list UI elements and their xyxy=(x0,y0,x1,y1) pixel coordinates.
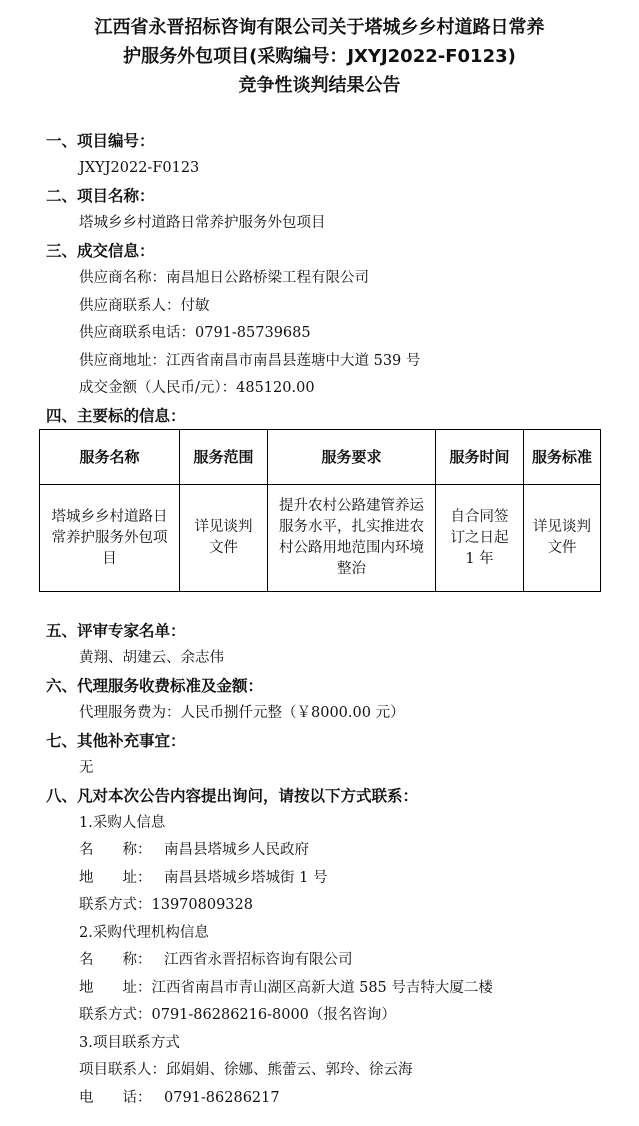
project-phone: 0791-86286217 xyxy=(164,1090,280,1106)
agency-name-row xyxy=(79,951,353,969)
buyer-address: 南昌县塔城乡塔城街 1 号 xyxy=(164,870,328,886)
table-header-cell: 服务要求 xyxy=(268,430,436,485)
experts-list: 黄翔、胡建云、余志伟 xyxy=(79,650,224,666)
table-header-cell: 服务名称 xyxy=(40,430,180,485)
buyer-address-row xyxy=(79,869,327,887)
table-header-cell: 服务标准 xyxy=(524,430,601,485)
agency-address: 江西省南昌市青山湖区高新大道 585 号吉特大厦二楼 xyxy=(151,980,493,996)
project-phone-label: 电 话： xyxy=(79,1090,152,1106)
supplier-contact: 供应商联系人：付敏 xyxy=(79,298,210,314)
agency-address-label: 地 址： xyxy=(79,980,152,996)
table-header-cell: 服务范围 xyxy=(180,430,268,485)
table-cell: 自合同签订之日起 1 年 xyxy=(436,485,524,592)
agency-fee-value: 代理服务费为：人民币捌仟元整（￥8000.00 元） xyxy=(79,705,405,721)
section-project-number-heading: 一、项目编号： xyxy=(46,132,155,150)
supplier-address: 供应商地址：江西省南昌市南昌县莲塘中大道 539 号 xyxy=(79,353,421,369)
buyer-name-row xyxy=(79,841,309,859)
buyer-phone-label: 联系方式： xyxy=(79,897,152,913)
table-cell: 塔城乡乡村道路日常养护服务外包项目 xyxy=(40,485,180,592)
agency-address-row xyxy=(79,979,493,997)
table-cell: 提升农村公路建管养运服务水平，扎实推进农村公路用地范围内环境整治 xyxy=(268,485,436,592)
agency-phone: 0791-86286216-8000（报名咨询） xyxy=(151,1007,396,1023)
project-people-row xyxy=(79,1061,413,1079)
supplier-name: 供应商名称：南昌旭日公路桥梁工程有限公司 xyxy=(79,270,369,286)
agency-name: 江西省永晋招标咨询有限公司 xyxy=(164,952,353,968)
table-row xyxy=(40,485,601,592)
supplier-phone: 供应商联系电话：0791-85739685 xyxy=(79,325,311,341)
table-header-cell: 服务时间 xyxy=(436,430,524,485)
deal-amount: 成交金额（人民币/元）：485120.00 xyxy=(79,380,315,396)
buyer-name-label: 名 称： xyxy=(79,842,152,858)
section-agency-fee-heading: 六、代理服务收费标准及金额： xyxy=(46,677,264,695)
project-phone-row xyxy=(79,1089,280,1107)
project-contact-title: 3.项目联系方式 xyxy=(79,1035,180,1051)
notice-title-line-3: 竞争性谈判结果公告 xyxy=(238,75,401,96)
project-number-value: JXYJ2022-F0123 xyxy=(79,160,200,176)
project-people: 邱娟娟、徐娜、熊蕾云、郭玲、徐云海 xyxy=(166,1062,413,1078)
buyer-name: 南昌县塔城乡人民政府 xyxy=(164,842,309,858)
project-name-value: 塔城乡乡村道路日常养护服务外包项目 xyxy=(79,215,326,231)
buyer-info-title: 1.采购人信息 xyxy=(79,815,166,831)
section-experts-heading: 五、评审专家名单： xyxy=(46,622,186,640)
section-main-subject-heading: 四、主要标的信息： xyxy=(46,407,186,425)
table-cell: 详见谈判文件 xyxy=(180,485,268,592)
buyer-phone-row xyxy=(79,896,253,914)
buyer-phone: 13970809328 xyxy=(151,897,253,913)
table-header-row xyxy=(40,430,601,485)
agency-info-title: 2.采购代理机构信息 xyxy=(79,925,209,941)
section-contact-heading: 八、凡对本次公告内容提出询问，请按以下方式联系： xyxy=(46,787,419,805)
section-project-name-heading: 二、项目名称： xyxy=(46,187,155,205)
section-deal-info-heading: 三、成交信息： xyxy=(46,242,155,260)
table-cell: 详见谈判文件 xyxy=(524,485,601,592)
notice-title-line-1: 江西省永晋招标咨询有限公司关于塔城乡乡村道路日常养 xyxy=(94,17,545,38)
section-other-matters-heading: 七、其他补充事宜： xyxy=(46,732,186,750)
buyer-address-label: 地 址： xyxy=(79,870,152,886)
project-people-label: 项目联系人： xyxy=(79,1062,166,1078)
other-matters-value: 无 xyxy=(79,760,94,776)
agency-phone-label: 联系方式： xyxy=(79,1007,152,1023)
subject-info-table xyxy=(39,429,601,592)
agency-phone-row xyxy=(79,1006,396,1024)
agency-name-label: 名 称： xyxy=(79,952,152,968)
notice-title-line-2: 护服务外包项目(采购编号：JXYJ2022-F0123) xyxy=(123,46,516,67)
